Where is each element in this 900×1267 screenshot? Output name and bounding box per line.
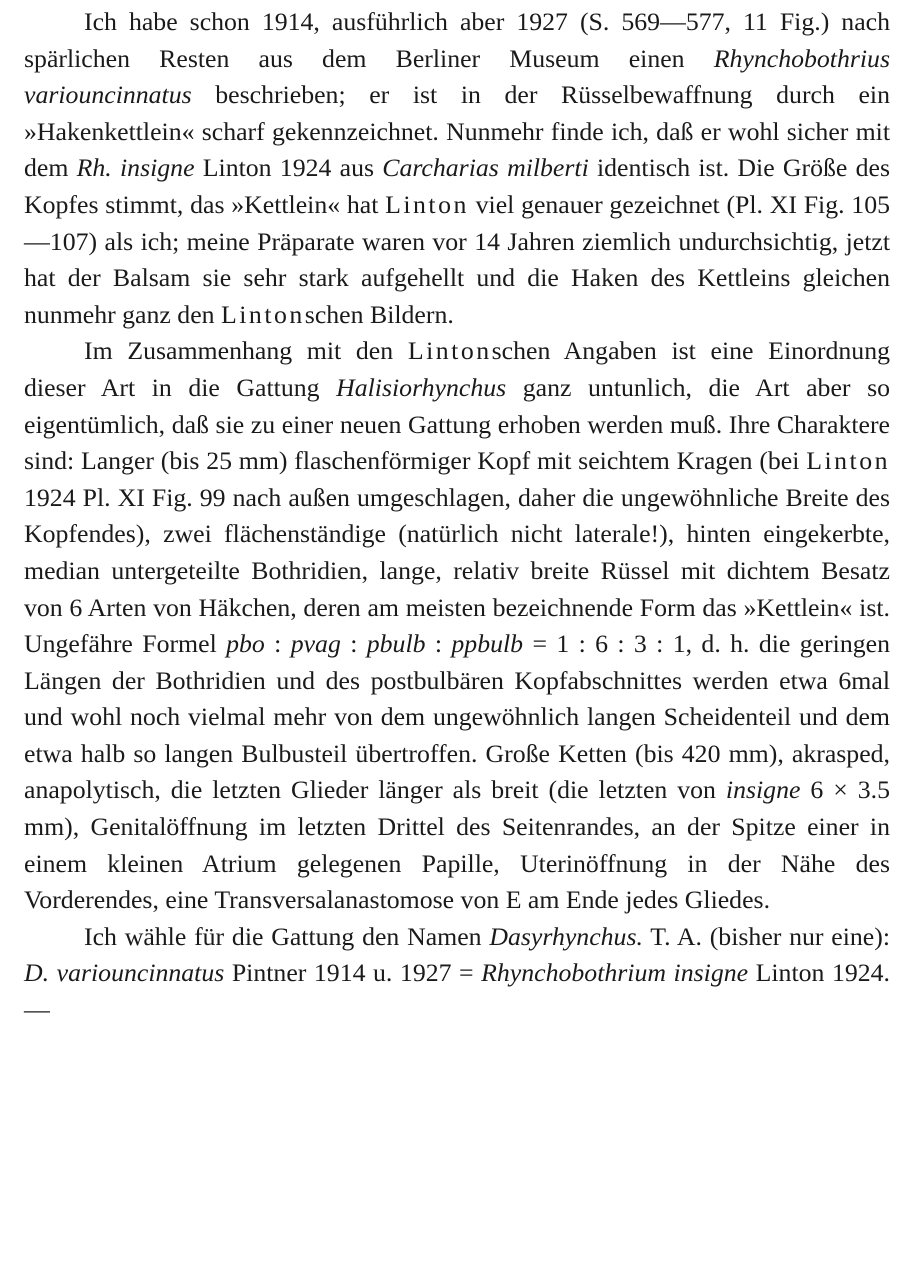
species-name: Rhynchobothrius variouncinnatus	[24, 43, 890, 110]
paragraph-3	[24, 919, 890, 1029]
species-name: Carcharias milberti	[382, 153, 589, 183]
text-run: :	[340, 629, 367, 659]
formula-term: pbo	[226, 629, 265, 659]
formula-term: pvag	[290, 629, 341, 659]
paragraph-1	[24, 4, 890, 333]
text-run: Linton 1924 aus	[194, 153, 383, 183]
species-name: D. variouncinnatus	[24, 958, 225, 988]
text-run: 1924 Pl. XI Fig. 99 nach außen umgeschlagen, daher die ungewöhnliche Breite des Kopfendes), zwei flächenständige (natürlich nicht laterale!), hinten eingekerbte, median untergeteilte Bothridien, lange, relativ breite Rüssel mit dichtem Besatz von 6 Arten von Häkchen, deren am meisten bezeichnende Form das »Kettlein« ist. Ungefähre Formel	[24, 482, 890, 659]
text-run: Ich wähle für die Gattung den Namen	[84, 921, 490, 951]
paragraph-2	[24, 333, 890, 919]
formula-term: pbulb	[366, 629, 426, 659]
species-name: Rhynchobothrium insigne	[481, 958, 749, 988]
text-run: schen Angaben ist eine Einordnung dieser Art in die Gattung	[24, 336, 890, 402]
text-run: = 1 : 6 : 3 : 1, d. h. die geringen Längen der Bothridien und des postbulbären Kopfabschnittes werden etwa 6mal und wohl noch vielmal mehr von dem ungewöhnlich langen Scheidenteil und dem etwa halb so langen Bulbusteil übertroffen. Große Ketten (bis 420 mm), akrasped, anapolytisch, die letzten Glieder länger als breit (die letzten von	[24, 629, 890, 805]
text-run: Pintner 1914 u. 1927 =	[224, 958, 482, 988]
text-run: Im Zusammenhang mit den	[84, 336, 408, 366]
species-name: Rh. insigne	[76, 153, 195, 183]
text-run: beschrieben; er ist in der Rüsselbewaffnung durch ein »Hakenkettlein« scharf gekennzeichnet. Nunmehr finde ich, daß er wohl sicher mit dem	[24, 80, 890, 183]
text-run: Ich habe schon 1914, ausführlich aber 1927 (S. 569—577, 11 Fig.) nach spärlichen Resten aus dem Berliner Museum einen	[24, 7, 890, 73]
document-body	[24, 4, 890, 1029]
author-name: Linton	[385, 189, 469, 219]
text-run: viel genauer gezeichnet (Pl. XI Fig. 105—107) als ich; meine Präparate waren vor 14 Jahren ziemlich undurchsichtig, jetzt hat der Balsam sie sehr stark aufgehellt und die Haken des Kettleins gleichen nunmehr ganz den	[24, 189, 890, 329]
formula-term: ppbulb	[451, 629, 524, 659]
text-run: :	[425, 629, 452, 659]
text-run: ganz untunlich, die Art aber so eigentümlich, daß sie zu einer neuen Gattung erhoben werden muß. Ihre Charaktere sind: Langer (bis 25 mm) flaschenförmiger Kopf mit seichtem Kragen (bei	[24, 372, 891, 476]
genus-name: Halisiorhynchus	[336, 372, 507, 402]
text-run: schen Bildern.	[304, 299, 454, 329]
text-run: T. A. (bisher nur eine):	[642, 921, 890, 951]
text-run: :	[264, 629, 291, 659]
genus-name: Dasyrhynchus.	[489, 921, 643, 951]
author-name: Linton	[407, 336, 492, 366]
species-name: insigne	[725, 775, 801, 805]
author-name: Linton	[806, 446, 890, 476]
author-name: Linton	[221, 299, 305, 329]
text-run: 6 × 3.5 mm), Genitalöffnung im letzten Drittel des Seitenrandes, an der Spitze einer in einem kleinen Atrium gelegenen Papille, Uterinöffnung in der Nähe des Vorderendes, eine Transversalanastomose von E am Ende jedes Gliedes.	[24, 775, 890, 915]
text-run: Linton 1924. —	[24, 958, 890, 1025]
text-run: identisch ist. Die Größe des Kopfes stimmt, das »Kettlein« hat	[24, 153, 890, 219]
